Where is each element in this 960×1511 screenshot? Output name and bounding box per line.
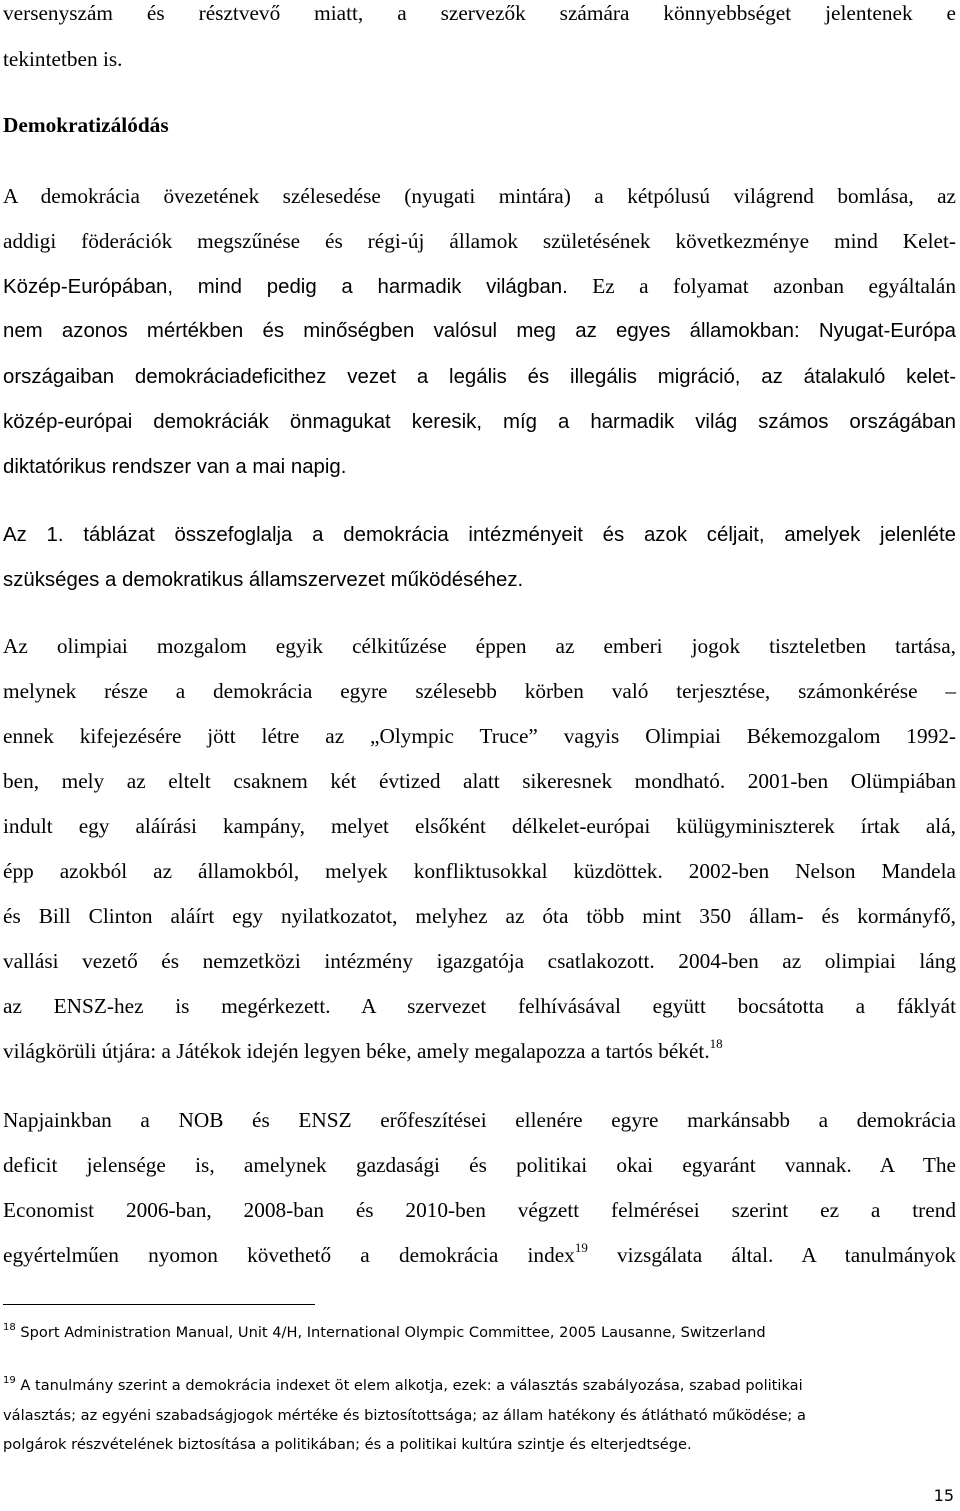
text-span: vizsgálata által. A tanulmányok	[587, 1243, 956, 1267]
text-line: addigi föderációk megszűnése és régi-új államok születésének következménye mind Kelet-	[3, 229, 956, 253]
text-line: Az 1. táblázat összefoglalja a demokrácia intézményeit és azok céljait, amelyek jelenléte	[3, 524, 956, 546]
text-line: Az olimpiai mozgalom egyik célkitűzése éppen az emberi jogok tiszteletben tartása,	[3, 634, 956, 658]
text-span: Közép-Európában, mind pedig a harmadik világban.	[3, 276, 568, 298]
text-line: ben, mely az eltelt csaknem két évtized alatt sikeresnek mondható. 2001-ben Olümpiában	[3, 769, 956, 793]
text-span: világkörüli útjára: a Játékok idején legyen béke, amely megalapozza a tartós békét.	[3, 1039, 710, 1063]
text-line: tekintetben is.	[3, 47, 123, 71]
text-line: épp azokból az államokból, melyek konfliktusokkal küzdöttek. 2002-ben Nelson Mandela	[3, 859, 956, 883]
footnote	[3, 1323, 956, 1343]
text-line	[3, 1035, 956, 1064]
text-line: közép-európai demokráciák önmagukat keresik, míg a harmadik világ számos országában	[3, 411, 956, 433]
text-line: deficit jelensége is, amelynek gazdasági és politikai okai egyaránt vannak. A The	[3, 1153, 956, 1177]
footnote-line: polgárok részvételének biztosítása a politikában; és a politikai kultúra szintje és elterjedtsége.	[3, 1436, 692, 1453]
text-line: és Bill Clinton aláírt egy nyilatkozatot, melyhez az óta több mint 350 állam- és kormányfő,	[3, 904, 956, 928]
section-heading: Demokratizálódás	[3, 113, 169, 137]
text-line: ennek kifejezésére jött létre az „Olympic Truce” vagyis Olimpiai Békemozgalom 1992-	[3, 724, 956, 748]
text-line: Napjainkban a NOB és ENSZ erőfeszítései ellenére egyre markánsabb a demokrácia	[3, 1108, 956, 1132]
footnote-line: választás; az egyéni szabadságjogok mértéke és biztosítottsága; az állam hatékony és átlátható működése; a	[3, 1407, 806, 1424]
text-line: indult egy aláírási kampány, melyet elsőként délkelet-európai külügyminiszterek írtak alá,	[3, 814, 956, 838]
text-line: vallási vezető és nemzetközi intézmény igazgatója csatlakozott. 2004-ben az olimpiai láng	[3, 949, 956, 973]
text-line: Economist 2006-ban, 2008-ban és 2010-ben végzett felmérései szerint ez a trend	[3, 1198, 956, 1222]
footnote	[3, 1376, 956, 1396]
footnote-number: 19	[3, 1375, 16, 1387]
text-span: egyértelműen nyomon követhető a demokrácia index	[3, 1243, 575, 1267]
text-line: versenyszám és résztvevő miatt, a szervezők számára könnyebbséget jelentenek e	[3, 1, 956, 25]
text-line: az ENSZ-hez is megérkezett. A szervezet felhívásával együtt bocsátotta a fáklyát	[3, 994, 956, 1018]
page-number: 15	[933, 1486, 954, 1505]
text-line: diktatórikus rendszer van a mai napig.	[3, 456, 347, 478]
text-line	[3, 1239, 956, 1268]
text-line: nem azonos mértékben és minőségben valósul meg az egyes államokban: Nyugat-Európa	[3, 320, 956, 342]
text-line: melynek része a demokrácia egyre szélesebb körben való terjesztése, számonkérése –	[3, 679, 956, 703]
footnote-separator	[3, 1304, 315, 1305]
footnote-text: Sport Administration Manual, Unit 4/H, International Olympic Committee, 2005 Lausanne, Switzerland	[15, 1324, 766, 1341]
text-line: A demokrácia övezetének szélesedése (nyugati mintára) a kétpólusú világrend bomlása, az	[3, 184, 956, 208]
text-line: országaiban demokráciadeficithez vezet a legális és illegális migráció, az átalakuló kelet-	[3, 366, 956, 388]
footnote-ref: 18	[709, 1035, 723, 1051]
footnote-text: A tanulmány szerint a demokrácia indexet öt elem alkotja, ezek: a választás szabályozása, szabad politikai	[15, 1377, 803, 1394]
text-span: Ez a folyamat azonban egyáltalán	[567, 274, 956, 298]
text-line: szükséges a demokratikus államszervezet működéséhez.	[3, 569, 524, 591]
footnote-ref: 19	[574, 1239, 588, 1255]
footnote-number: 18	[3, 1322, 16, 1334]
text-line	[3, 273, 956, 300]
